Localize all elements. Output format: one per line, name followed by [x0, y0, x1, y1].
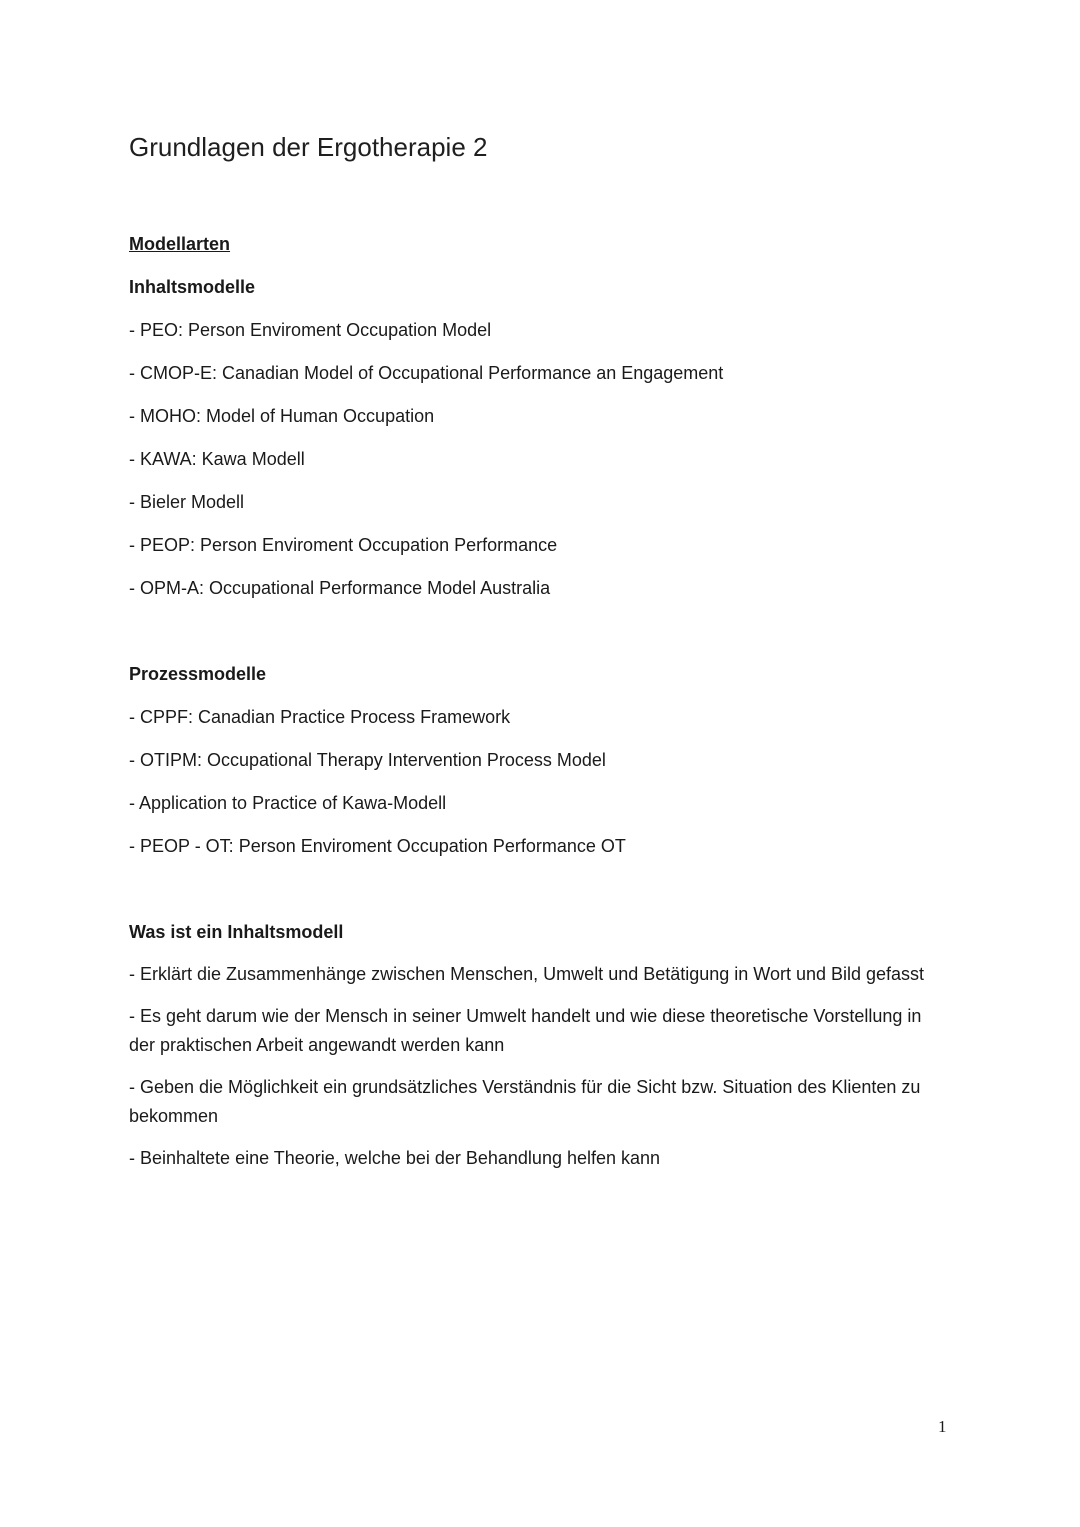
list-item: - CPPF: Canadian Practice Process Framework: [129, 707, 511, 727]
page-number: 1: [938, 1417, 947, 1436]
list-item: - Bieler Modell: [129, 492, 245, 512]
list-item: - Es geht darum wie der Mensch in seiner Umwelt handelt und wie diese theoretische Vorstellung in der praktischen Arbeit angewandt werden kann: [129, 1006, 922, 1055]
list-inhaltsmodelle: [129, 317, 949, 601]
heading-was-ist-ein-inhaltsmodell: Was ist ein Inhaltsmodell: [129, 922, 344, 942]
list-item: - MOHO: Model of Human Occupation: [129, 406, 435, 426]
document-title: Grundlagen der Ergotherapie 2: [129, 132, 488, 162]
list-item: - CMOP-E: Canadian Model of Occupational Performance an Engagement: [129, 363, 724, 383]
page-content: [129, 126, 949, 1173]
heading-inhaltsmodelle: Inhaltsmodelle: [129, 277, 256, 297]
list-item: - Erklärt die Zusammenhänge zwischen Menschen, Umwelt und Betätigung in Wort und Bild gefasst: [129, 964, 925, 984]
list-was-ist-ein-inhaltsmodell: [129, 960, 949, 1173]
list-item: - Geben die Möglichkeit ein grundsätzliches Verständnis für die Sicht bzw. Situation des Klienten zu bekommen: [129, 1077, 921, 1126]
heading-prozessmodelle: Prozessmodelle: [129, 664, 267, 684]
list-item: - PEOP: Person Enviroment Occupation Performance: [129, 535, 558, 555]
heading-modellarten: Modellarten: [129, 234, 231, 254]
list-item: - PEO: Person Enviroment Occupation Model: [129, 320, 492, 340]
list-item: - Application to Practice of Kawa-Modell: [129, 793, 447, 813]
list-item: - PEOP - OT: Person Enviroment Occupation Performance OT: [129, 836, 626, 856]
list-item: - OPM-A: Occupational Performance Model Australia: [129, 578, 551, 598]
list-item: - OTIPM: Occupational Therapy Intervention Process Model: [129, 750, 606, 770]
list-item: - KAWA: Kawa Modell: [129, 449, 305, 469]
list-prozessmodelle: [129, 704, 949, 859]
list-item: - Beinhaltete eine Theorie, welche bei der Behandlung helfen kann: [129, 1148, 661, 1168]
